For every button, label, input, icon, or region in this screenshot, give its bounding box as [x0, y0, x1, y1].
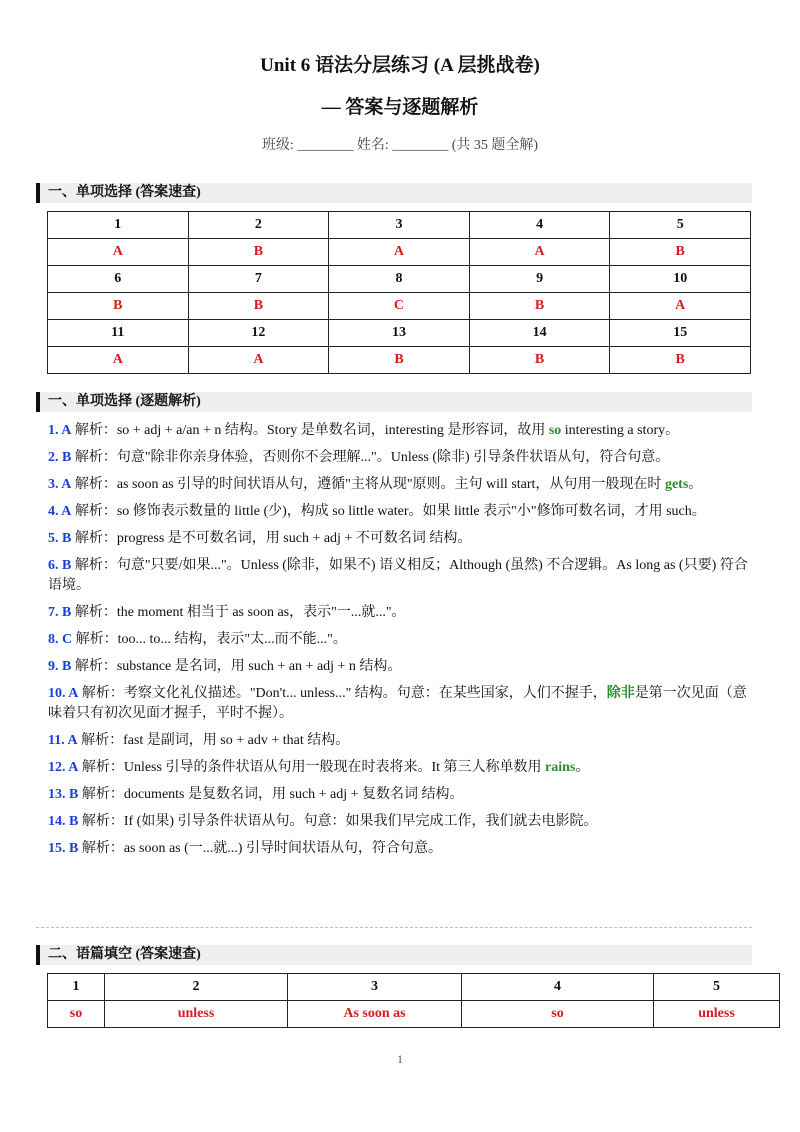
explanation-text: 解析：substance 是名词，用 such + an + adj + n 结构。	[74, 659, 402, 674]
answer-row	[48, 239, 751, 266]
explanation-text: 解析：Unless 引导的条件状语从句用一般现在时表将来。It 第三人称单数用	[81, 760, 546, 775]
question-number-cell: 1	[48, 974, 105, 1001]
answer-cell: B	[469, 347, 610, 374]
answer-cell: B	[48, 293, 189, 320]
answer-cell: B	[610, 347, 751, 374]
question-number-cell: 9	[469, 266, 610, 293]
answer-cell: C	[329, 293, 470, 320]
explanation-item	[48, 475, 748, 495]
question-number-cell: 1	[48, 212, 189, 239]
answer-cell: B	[329, 347, 470, 374]
question-number-cell: 10	[610, 266, 751, 293]
question-label: 5. B	[48, 531, 72, 546]
question-number-cell: 7	[188, 266, 329, 293]
explanation-item	[48, 556, 748, 596]
explanation-text: 解析：句意"除非你亲身体验，否则你不会理解..."。Unless (除非) 引导条件状语从句，符合句意。	[74, 450, 670, 465]
page-number: 1	[397, 1052, 403, 1066]
explanation-item	[48, 657, 748, 677]
mc-answer-table	[47, 211, 751, 374]
explanation-text: 。	[575, 760, 590, 775]
answer-cell: B	[188, 239, 329, 266]
dashed-divider	[36, 927, 752, 928]
question-number-cell: 13	[329, 320, 470, 347]
question-label: 13. B	[48, 787, 79, 802]
explanation-text: 解析：so + adj + a/an + n 结构。Story 是单数名词，interesting 是形容词，故用	[74, 423, 549, 438]
question-label: 12. A	[48, 760, 79, 775]
explanation-text: 。	[688, 477, 703, 492]
question-label: 14. B	[48, 814, 79, 829]
answer-cell: A	[48, 239, 189, 266]
question-number-row	[48, 974, 780, 1001]
explanation-item	[48, 630, 748, 650]
question-number-row	[48, 320, 751, 347]
explanation-item	[48, 421, 748, 441]
explanation-text: 解析：the moment 相当于 as soon as，表示"一...就..."。	[74, 605, 406, 620]
explanation-item	[48, 785, 748, 805]
answer-cell: A	[329, 239, 470, 266]
document-subtitle: — 答案与逐题解析	[321, 97, 479, 118]
explanation-text: 是第一次见面（意味着只有初次见面才握手，平时不握）。	[48, 686, 747, 721]
explanation-text: 解析：fast 是副词，用 so + adv + that 结构。	[81, 733, 350, 748]
section-heading-mc-detail: 一、单项选择 (逐题解析)	[36, 392, 752, 412]
question-label: 4. A	[48, 504, 72, 519]
explanation-text: 解析：考察文化礼仪描述。"Don't... unless..." 结构。句意：在某些国家，人们不握手，	[81, 686, 607, 701]
answer-cell: unless	[105, 1001, 288, 1028]
explanation-text: 解析：句意"只要/如果..."。Unless (除非，如果不) 语义相反；Although (虽然) 不合逻辑。As long as (只要) 符合语境。	[48, 558, 748, 593]
answer-cell: unless	[654, 1001, 780, 1028]
question-number-cell: 4	[462, 974, 654, 1001]
question-number-cell: 11	[48, 320, 189, 347]
explanation-text: 解析：documents 是复数名词，用 such + adj + 复数名词 结构。	[81, 787, 464, 802]
keyword-highlight: rains	[545, 760, 576, 775]
question-number-cell: 6	[48, 266, 189, 293]
explanation-text: 解析：as soon as (一...就...) 引导时间状语从句，符合句意。	[81, 841, 442, 856]
explanation-item	[48, 448, 748, 468]
cloze-answer-table	[47, 973, 780, 1028]
question-label: 6. B	[48, 558, 72, 573]
question-number-cell: 15	[610, 320, 751, 347]
explanation-item	[48, 731, 748, 751]
question-label: 8. C	[48, 632, 73, 647]
question-label: 1. A	[48, 423, 72, 438]
question-label: 3. A	[48, 477, 72, 492]
keyword-highlight: 除非	[606, 686, 635, 701]
explanation-item	[48, 684, 748, 724]
answer-cell: A	[469, 239, 610, 266]
answer-row	[48, 293, 751, 320]
question-label: 2. B	[48, 450, 72, 465]
explanation-item	[48, 839, 748, 859]
answer-cell: so	[48, 1001, 105, 1028]
document-title: Unit 6 语法分层练习 (A 层挑战卷)	[260, 55, 540, 76]
question-number-cell: 3	[329, 212, 470, 239]
explanation-text: 解析：as soon as 引导的时间状语从句，遵循"主将从现"原则。主句 will start，从句用一般现在时	[74, 477, 665, 492]
question-number-cell: 2	[188, 212, 329, 239]
answer-cell: B	[188, 293, 329, 320]
question-label: 9. B	[48, 659, 72, 674]
explanation-item	[48, 758, 748, 778]
question-number-row	[48, 212, 751, 239]
explanation-text: 解析：progress 是不可数名词，用 such + adj + 不可数名词 结构。	[74, 531, 472, 546]
question-label: 15. B	[48, 841, 79, 856]
explanation-item	[48, 529, 748, 549]
explanation-item	[48, 502, 748, 522]
section-heading-cloze-quick: 二、语篇填空 (答案速查)	[36, 945, 752, 965]
question-number-cell: 5	[610, 212, 751, 239]
answer-cell: A	[610, 293, 751, 320]
explanation-text: 解析：If (如果) 引导条件状语从句。句意：如果我们早完成工作，我们就去电影院。	[81, 814, 598, 829]
question-label: 11. A	[48, 733, 78, 748]
keyword-highlight: gets	[664, 477, 689, 492]
question-number-cell: 3	[288, 974, 462, 1001]
question-label: 10. A	[48, 686, 79, 701]
explanation-text: interesting a story。	[561, 423, 680, 438]
explanation-item	[48, 812, 748, 832]
answer-cell: so	[462, 1001, 654, 1028]
question-number-cell: 8	[329, 266, 470, 293]
question-number-cell: 5	[654, 974, 780, 1001]
answer-cell: B	[610, 239, 751, 266]
keyword-highlight: so	[548, 423, 562, 438]
explanation-item	[48, 603, 748, 623]
question-number-cell: 4	[469, 212, 610, 239]
question-number-cell: 2	[105, 974, 288, 1001]
explanation-text: 解析：so 修饰表示数量的 little (少)，构成 so little water。如果 little 表示"小"修饰可数名词，才用 such。	[74, 504, 706, 519]
answer-row	[48, 347, 751, 374]
question-number-cell: 12	[188, 320, 329, 347]
class-name-line: 班级: ________ 姓名: ________ (共 35 题全解)	[261, 138, 539, 153]
question-label: 7. B	[48, 605, 72, 620]
question-number-cell: 14	[469, 320, 610, 347]
question-number-row	[48, 266, 751, 293]
answer-cell: As soon as	[288, 1001, 462, 1028]
explanation-list	[48, 421, 748, 866]
answer-cell: B	[469, 293, 610, 320]
explanation-text: 解析：too... to... 结构，表示"太...而不能..."。	[75, 632, 347, 647]
answer-cell: A	[48, 347, 189, 374]
answer-cell: A	[188, 347, 329, 374]
answer-row	[48, 1001, 780, 1028]
section-heading-mc-quick: 一、单项选择 (答案速查)	[36, 183, 752, 203]
